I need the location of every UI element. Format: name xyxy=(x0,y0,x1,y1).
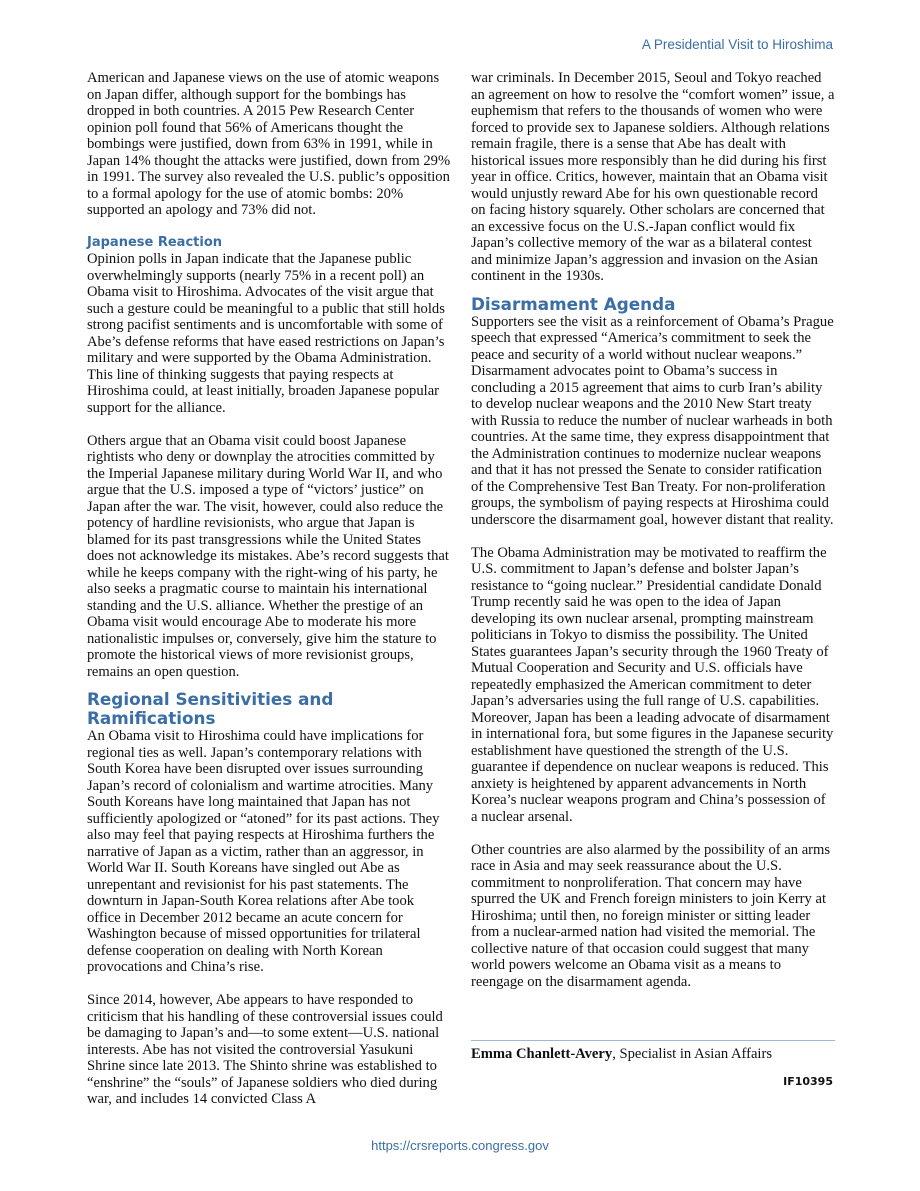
author-title: , Specialist in Asian Affairs xyxy=(612,1046,773,1062)
paragraph: Other countries are also alarmed by the possibility of an arms race in Asia and may seek reassurance about the U.S. commitment to nonproliferation. That concern may have spurred the UK and French foreign ministers to join Kerry at Hiroshima; until then, no foreign minister or sitting leader from a nuclear-armed nation had visited the memorial. The collective nature of that occasion could suggest that many world powers welcome an Obama visit as a means to reengage on the disarmament agenda. xyxy=(471,841,831,990)
paragraph: The Obama Administration may be motivated to reaffirm the U.S. commitment to Japan’s defense and bolster Japan’s resistance to “going nuclear.” Presidential candidate Donald Trump recently said he was open to the idea of Japan developing its own nuclear arsenal, prompting mainstream politicians in Tokyo to dismiss the possibility. The United States guarantees Japan’s security through the 1960 Treaty of Mutual Cooperation and Security and U.S. officials have repeatedly emphasized the American commitment to deter Japan’s adversaries using the full range of U.S. capabilities. Moreover, Japan has been a leading advocate of disarmament in international fora, but some figures in the Japanese security establishment have questioned the strength of the U.S. guarantee if dependence on nuclear weapons is reduced. This anxiety is heightened by apparent advancements in North Korea’s nuclear weapons program and China’s possession of a nuclear arsenal. xyxy=(471,544,834,825)
paragraph: An Obama visit to Hiroshima could have implications for regional ties as well. Japan’s contemporary relations with South Korea have been disrupted over issues surrounding Japan’s record of colonialism and wartime atrocities. Many South Koreans have long maintained that Japan has not sufficiently apologized or “atoned” for its past actions. They also may feel that paying respects at Hiroshima furthers the narrative of Japan as a victim, rather than an aggressor, in World War II. South Koreans have singled out Abe as unrepentant and revisionist for his past statements. The downturn in Japan-South Korea relations after Abe took office in December 2012 became an acute concern for Washington because of missed opportunities for trilateral defense cooperation on dealing with North Korean provocations and China’s rise. xyxy=(87,728,440,975)
paragraph: Since 2014, however, Abe appears to have responded to criticism that his handling of these controversial issues could be damaging to Japan’s and—to some extent—U.S. national interests. Abe has not visited the controversial Yasukuni Shrine since late 2013. The Shinto shrine was established to “enshrine” the “souls” of Japanese soldiers who died during war, and includes 14 convicted Class A xyxy=(87,992,443,1107)
right-column xyxy=(471,70,835,1007)
document-id: IF10395 xyxy=(783,1075,833,1088)
footer-url-link[interactable]: https://crsreports.congress.gov xyxy=(371,1138,549,1153)
japanese-reaction-heading: Japanese Reaction xyxy=(87,235,223,250)
regional-sensitivities-heading: Regional Sensitivities and Ramifications xyxy=(87,689,334,728)
paragraph: Others argue that an Obama visit could boost Japanese rightists who deny or downplay the atrocities committed by the Imperial Japanese military during World War II, and who argue that the U.S. imposed a type of “victors’ justice” on Japan after the war. The visit, however, could also reduce the potency of hardline revisionists, who argue that Japan is blamed for its past transgressions while the United States does not acknowledge its mistakes. Abe’s record suggests that while he keeps company with the right-wing of his party, he also seeks a pragmatic course to maintain his international standing and the U.S. alliance. Whether the prestige of an Obama visit would encourage Abe to moderate his more nationalistic impulses or, conversely, give him the stature to promote the historical views of more revisionist groups, remains an open question. xyxy=(87,432,449,680)
paragraph: Supporters see the visit as a reinforcement of Obama’s Prague speech that expressed “America’s commitment to seek the peace and security of a world without nuclear weapons.” Disarmament advocates point to Obama’s success in concluding a 2015 agreement that aims to curb Iran’s ability to develop nuclear weapons and the 2010 New Start treaty with Russia to reduce the number of nuclear warheads in both countries. At the same time, they express disappointment that the Administration continues to modernize nuclear weapons and that it has not pressed the Senate to consider ratification of the Comprehensive Test Ban Treaty. For non-proliferation groups, the symbolism of paying respects at Hiroshima could underscore the disarmament goal, however distant that reality. xyxy=(471,313,834,528)
paragraph: Opinion polls in Japan indicate that the Japanese public overwhelmingly supports (nearly 75% in a recent poll) an Obama visit to Hiroshima. Advocates of the visit argue that such a gesture could be meaningful to a public that still holds strong pacifist sentiments and is uncomfortable with some of Abe’s defense reforms that have eased restrictions on Japan’s military and were supported by the Obama Administration. This line of thinking suggests that paying respects at Hiroshima could, at least initially, broaden Japanese popular support for the alliance. xyxy=(87,251,445,416)
running-title: A Presidential Visit to Hiroshima xyxy=(641,37,833,52)
paragraph: American and Japanese views on the use of atomic weapons on Japan differ, although support for the bombings has dropped in both countries. A 2015 Pew Research Center opinion poll found that 56% of Americans thought the bombings were justified, down from 63% in 1991, while in Japan 14% thought the attacks were justified, down from 29% in 1991. The survey also revealed the U.S. public’s opposition to a formal apology for the use of atomic bombs: 20% supported an apology and 73% did not. xyxy=(87,70,451,218)
author-divider xyxy=(471,1040,835,1041)
disarmament-agenda-heading: Disarmament Agenda xyxy=(471,293,676,314)
author-name: Emma Chanlett-Avery xyxy=(471,1046,613,1062)
author-line xyxy=(471,1046,835,1063)
paragraph: war criminals. In December 2015, Seoul and Tokyo reached an agreement on how to resolve the “comfort women” issue, a euphemism that refers to the thousands of women who were forced to provide sex to Japanese soldiers. Although relations remain fragile, there is a sense that Abe has dealt with historical issues more responsibly than he did during his first year in office. Critics, however, maintain that an Obama visit would unjustly reward Abe for his own questionable record on facing history squarely. Other scholars are concerned that an excessive focus on the U.S.-Japan conflict would fix Japan’s collective memory of the war as a bilateral contest and minimize Japan’s aggression and invasion on the Asian continent in the 1930s. xyxy=(471,70,835,284)
left-column xyxy=(87,70,451,1124)
